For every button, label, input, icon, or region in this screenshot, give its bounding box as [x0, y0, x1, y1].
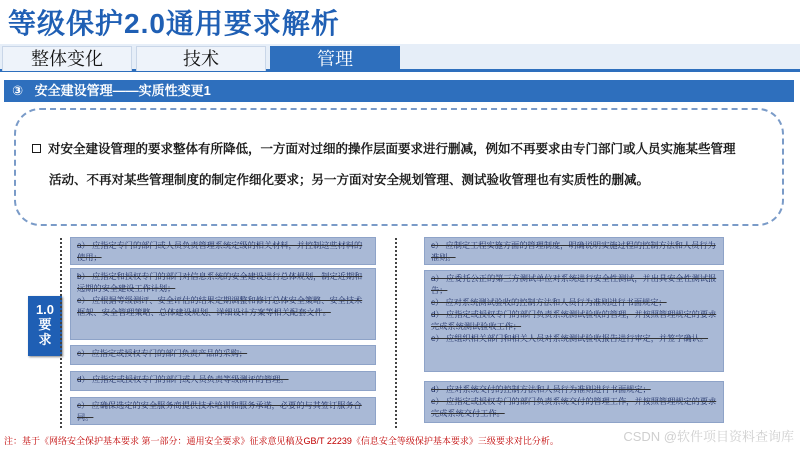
deleted-requirement-box	[424, 381, 724, 423]
requirement-char-2: 求	[38, 332, 52, 347]
section-title: 安全建设管理——实质性变更1	[34, 83, 211, 98]
deleted-requirement-box	[70, 237, 376, 265]
deleted-requirement-box	[424, 237, 724, 265]
page-title: 等级保护2.0通用要求解析	[8, 8, 340, 39]
deleted-requirement-text: d） 应指定或授权专门的部门或人员负责等级测评的管理。	[77, 375, 289, 384]
deleted-requirement-text: a） 应指定专门的部门或人员负责管理系统定级的相关材料，并控制这些材料的使用；	[77, 241, 363, 262]
requirement-version: 1.0	[35, 302, 55, 317]
tab-overall-changes[interactable]: 整体变化	[2, 46, 132, 71]
deleted-requirement-text: a） 应委托公正的第三方测试单位对系统进行安全性测试，并出具安全性测试报告； c） 应对系统测试验收的控制方法和人员行为准则进行书面规定； d） 应指定或授权专门的部门负责系统测试验收的管理，并按照管理规定的要求完成系统测试验收工作； e） 应组织相关部门和相关人员对系统测试验收报告进行审定，并签字确认。	[431, 274, 717, 343]
deleted-requirement-box	[70, 397, 376, 425]
summary-note	[32, 134, 774, 196]
deleted-requirement-box	[70, 345, 376, 365]
summary-note-box	[14, 108, 784, 226]
tab-bar	[0, 44, 800, 72]
deleted-requirement-text: c） 应确保选定的安全服务商提供技术培训和服务承诺，必要的与其签订服务合同。	[77, 401, 362, 422]
deleted-requirement-text: d） 应对系统交付的控制方法和人员行为准则进行书面规定； e） 应指定或授权专门的部门负责系统交付的管理工作，并按照管理规定的要求完成系统交付工作。	[431, 385, 717, 418]
section-header	[4, 80, 794, 102]
right-bracket-line	[395, 238, 407, 428]
tab-management[interactable]: 管理	[270, 46, 400, 71]
section-number: ③	[12, 83, 24, 98]
deleted-requirement-text: b） 应指定和授权专门的部门对信息系统的安全建设进行总体规划，制定近期和远期的安全建设工作计划； e） 应根据等级测评、安全评估的结果定期调整和修订总体安全策略、安全技术框架、安全管理策略、总体建设规划、详细设计方案等相关配套文件。	[77, 272, 363, 317]
footnote: 注：基于《网络安全保护基本要求 第一部分：通用安全要求》征求意见稿及GB/T 22239《信息安全等级保护基本要求》三级要求对比分析。	[4, 436, 559, 446]
requirement-char-1: 要	[38, 317, 52, 332]
deleted-requirement-text: c） 应指定或授权专门的部门负责产品的采购；	[77, 349, 248, 358]
requirement-version-label	[28, 296, 62, 356]
checkbox-bullet-icon	[32, 144, 41, 153]
deleted-requirement-text: c） 应制定工程实施方面的管理制度，明确说明实施过程的控制方法和人员行为准则。	[431, 241, 716, 262]
deleted-requirement-box	[424, 270, 724, 372]
deleted-requirement-box	[70, 371, 376, 391]
deleted-requirement-box	[70, 268, 376, 340]
summary-line-1: 对安全建设管理的要求整体有所降低，一方面对过细的操作层面要求进行删减，例如不再要求由专门部门或人员实施某些管理	[48, 142, 736, 156]
summary-line-2: 活动、不再对某些管理制度的制定作细化要求；另一方面对安全规划管理、测试验收管理也有实质性的删减。	[49, 173, 650, 187]
watermark: CSDN @软件项目资料查询库	[623, 429, 794, 444]
tab-technology[interactable]: 技术	[136, 46, 266, 71]
